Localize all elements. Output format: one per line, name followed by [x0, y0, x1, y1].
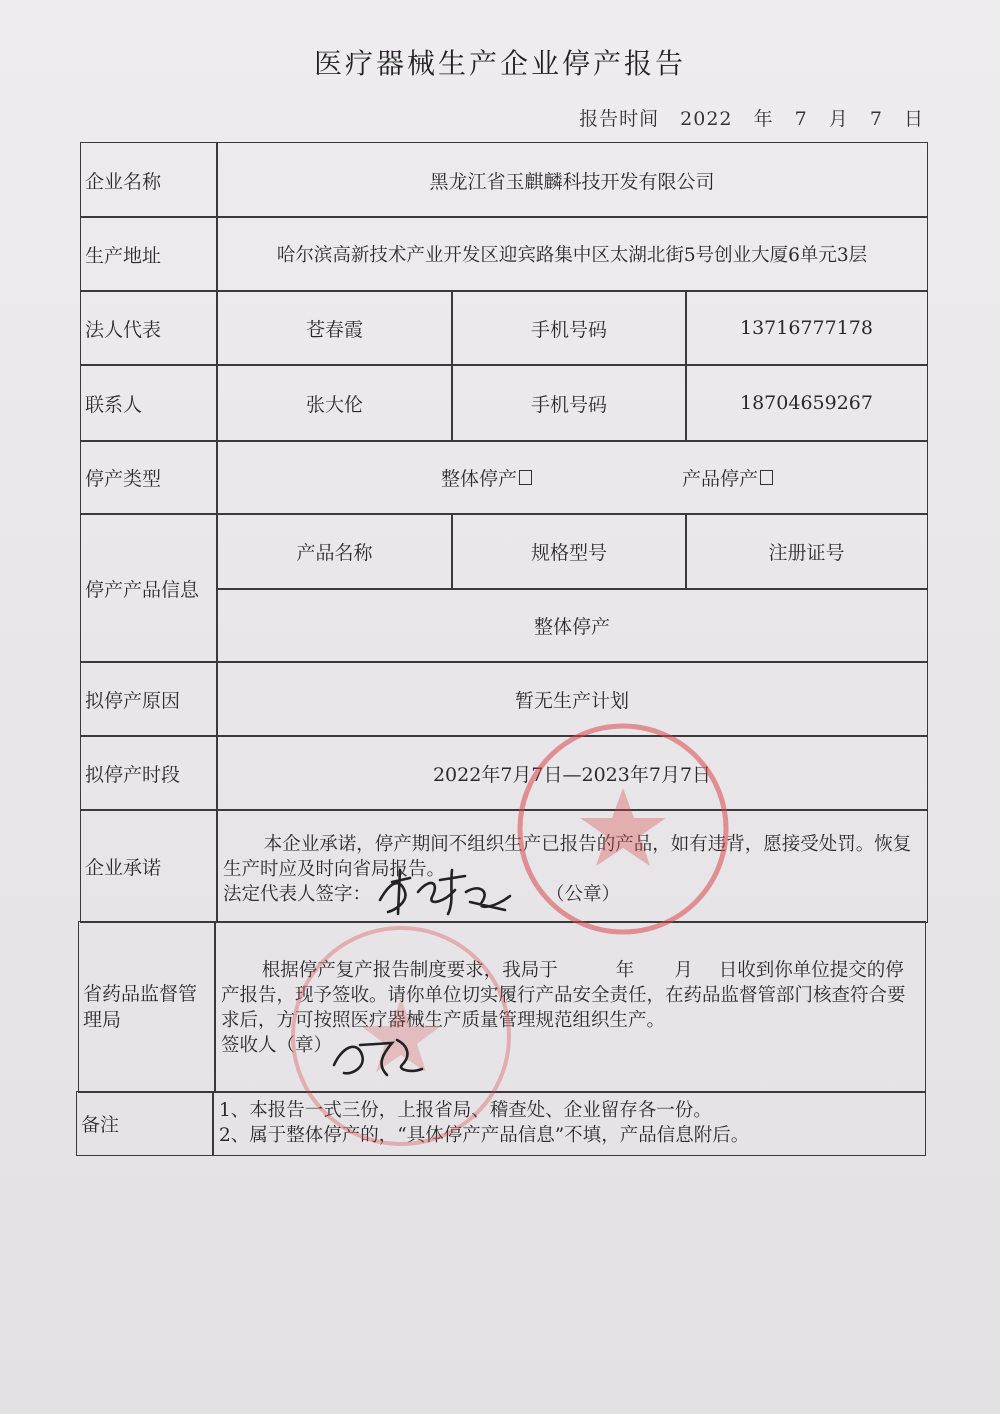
- legal-rep-name: 苍春霞: [216, 290, 453, 366]
- contact-name: 张大伦: [216, 364, 453, 442]
- product-info-value: 整体停产: [216, 588, 928, 663]
- period-label: 拟停产时段: [80, 735, 218, 811]
- product-info-label: 停产产品信息: [80, 513, 218, 663]
- legal-rep-phone-label: 手机号码: [451, 290, 687, 366]
- product-name-header: 产品名称: [216, 513, 453, 590]
- remarks-label: 备注: [76, 1091, 214, 1156]
- report-year: 2022: [680, 108, 733, 130]
- remarks-line-1: 1、本报告一式三份，上报省局、稽查处、企业留存各一份。: [219, 1100, 712, 1121]
- document-title: 医疗器械生产企业停产报告: [313, 47, 686, 80]
- reason-label: 拟停产原因: [80, 661, 218, 737]
- contact-label: 联系人: [80, 364, 218, 442]
- report-month: 7: [794, 108, 808, 130]
- report-time-label: 报告时间: [579, 108, 660, 130]
- remarks-line-2: 2、属于整体停产的，“具体停产产品信息”不填，产品信息附后。: [219, 1125, 750, 1146]
- company-value: 黑龙江省玉麒麟科技开发有限公司: [216, 142, 928, 218]
- seal-note: （公章）: [546, 884, 621, 905]
- option-product-stop: 产品停产: [682, 468, 759, 490]
- checkbox-product-stop: [760, 470, 773, 485]
- company-label: 企业名称: [80, 142, 218, 218]
- checkbox-whole-stop: [519, 470, 532, 485]
- report-date: 报告时间 2022 年 7 月 7 日: [579, 108, 924, 130]
- signature-line: [223, 882, 919, 907]
- bureau-text: 根据停产复产报告制度要求，我局于 年 月 日收到你单位提交的停产报告，现予签收。请你单位切实履行产品安全责任，在药品监督管部门核查符合要求后，方可按照医疗器械生产质量管理规范组织生产。: [221, 960, 906, 1031]
- option-whole-stop: 整体停产: [440, 468, 517, 490]
- address-value: 哈尔滨高新技术产业开发区迎宾路集中区太湖北街5号创业大厦6单元3层: [216, 216, 928, 292]
- remarks-body: [212, 1091, 926, 1156]
- commitment-body: [216, 809, 928, 923]
- reason-value: 暂无生产计划: [216, 661, 928, 737]
- report-day: 7: [869, 108, 883, 130]
- registration-no-header: 注册证号: [685, 513, 928, 590]
- stop-type-options: [216, 440, 928, 515]
- signature-label: 法定代表人签字：: [223, 884, 372, 905]
- spec-model-header: 规格型号: [451, 513, 687, 590]
- period-value: 2022年7月7日—2023年7月7日: [216, 735, 928, 811]
- commitment-label: 企业承诺: [80, 809, 218, 923]
- legal-rep-phone: 13716777178: [685, 290, 928, 366]
- contact-phone: 18704659267: [685, 364, 928, 442]
- receiver-label: 签收人（章）: [221, 1035, 333, 1056]
- contact-phone-label: 手机号码: [451, 364, 687, 442]
- commitment-text: 本企业承诺，停产期间不组织生产已报告的产品，如有违背，愿接受处罚。恢复生产时应及时向省局报告。: [223, 834, 912, 880]
- bureau-body: [214, 921, 926, 1093]
- stop-type-label: 停产类型: [80, 440, 218, 515]
- legal-rep-label: 法人代表: [80, 290, 218, 366]
- address-label: 生产地址: [80, 216, 218, 292]
- bureau-label: 省药品监督管理局: [78, 921, 216, 1093]
